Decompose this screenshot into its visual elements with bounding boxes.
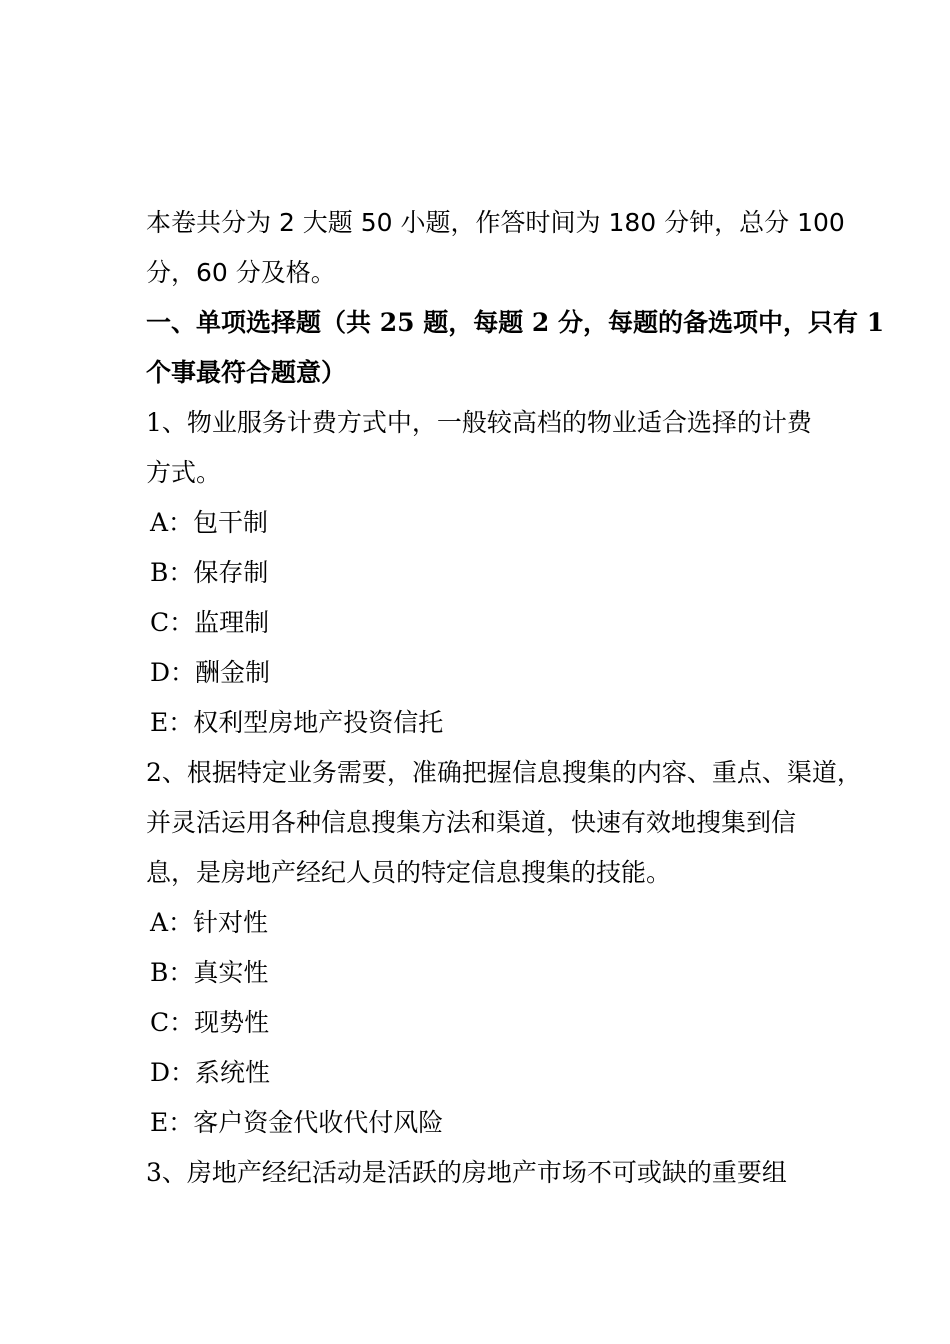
question-1-option-c: C：监理制 — [150, 608, 270, 637]
exam-intro-line-1: 本卷共分为 2 大题 50 小题，作答时间为 180 分钟，总分 100 — [146, 208, 845, 237]
question-1-option-b: B：保存制 — [150, 558, 269, 587]
question-1-option-d: D：酬金制 — [150, 658, 271, 687]
question-1-stem-line-1: 1、物业服务计费方式中，一般较高档的物业适合选择的计费 — [146, 408, 812, 437]
question-1-option-a: A：包干制 — [150, 508, 269, 537]
question-2-stem-line-3: 息，是房地产经纪人员的特定信息搜集的技能。 — [146, 858, 672, 887]
question-3-stem-line-1: 3、房地产经纪活动是活跃的房地产市场不可或缺的重要组 — [146, 1158, 787, 1187]
question-1-stem-line-2: 方式。 — [146, 458, 222, 487]
question-2-stem-line-1: 2、根据特定业务需要，准确把握信息搜集的内容、重点、渠道， — [146, 758, 862, 787]
section-heading-line-1: 一、单项选择题（共 25 题，每题 2 分，每题的备选项中，只有 1 — [146, 308, 885, 337]
question-2-option-b: B：真实性 — [150, 958, 269, 987]
question-2-option-a: A：针对性 — [150, 908, 269, 937]
question-2-stem-line-2: 并灵活运用各种信息搜集方法和渠道，快速有效地搜集到信 — [146, 808, 797, 837]
question-2-option-d: D：系统性 — [150, 1058, 271, 1087]
question-1-option-e: E：权利型房地产投资信托 — [150, 708, 444, 737]
exam-intro-line-2: 分，60 分及格。 — [146, 258, 336, 287]
question-2-option-c: C：现势性 — [150, 1008, 270, 1037]
question-2-option-e: E：客户资金代收代付风险 — [150, 1108, 444, 1137]
section-heading-line-2: 个事最符合题意） — [146, 358, 347, 387]
